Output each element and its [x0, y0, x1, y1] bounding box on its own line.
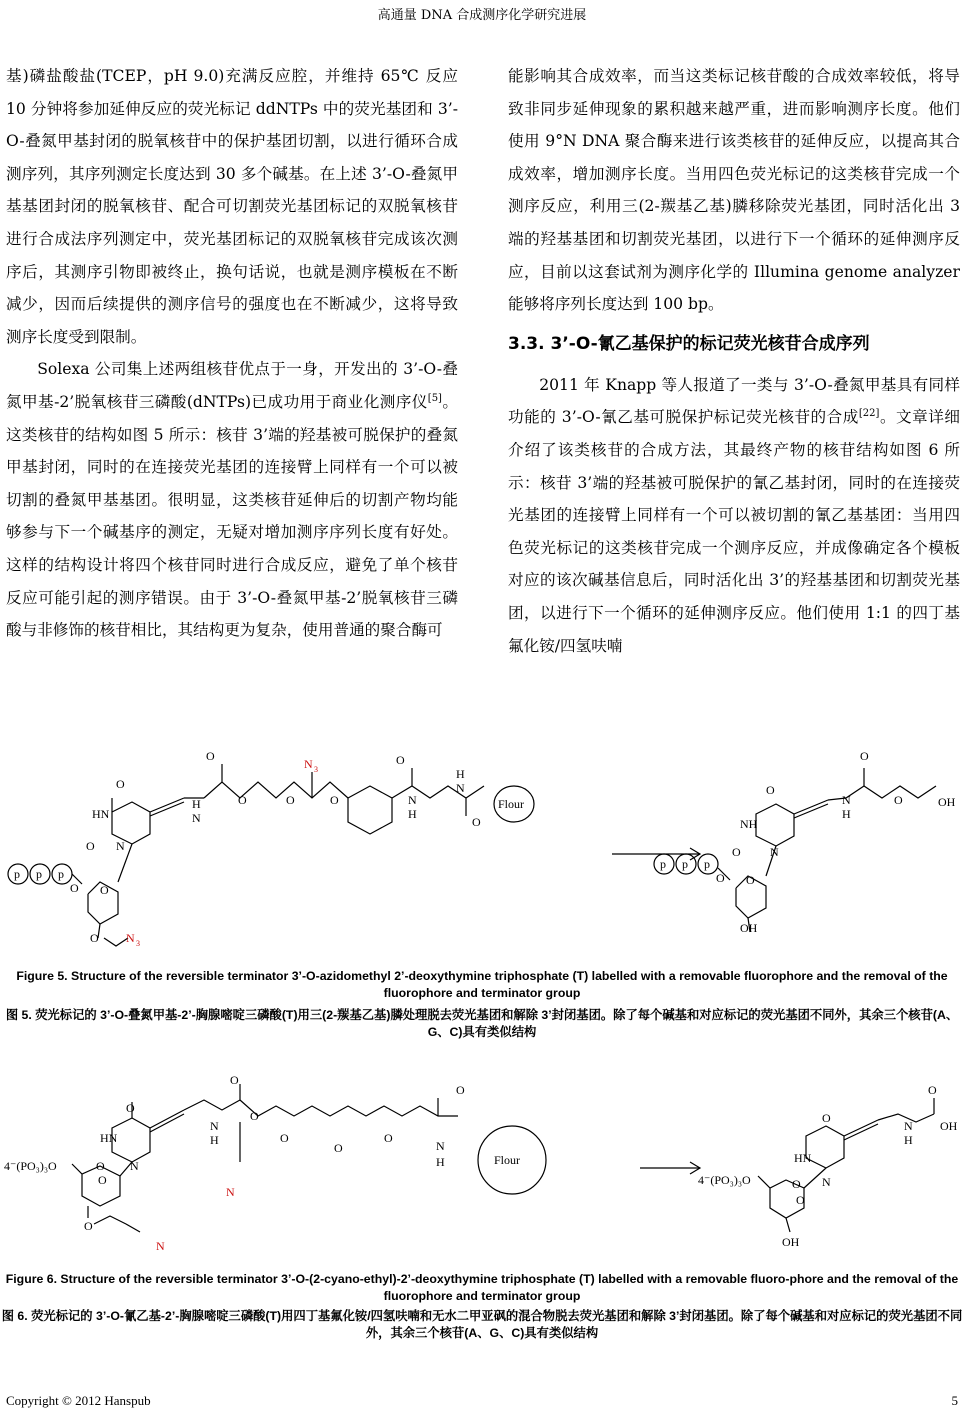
right-paragraph-2-text-b: 。文章详细介绍了该类核苷的合成方法，其最终产物的核苷结构如图 6 所示：核苷 3’端的羟基被可脱保护的氰乙基封闭，同时的在连接荧光基团的连接臂上同样有一个可以被切割的氰乙基基团：当用四色荧光标记的这类核苷完成一个测序反应，并成像确定各个模板对应的该次碱基信息后，同时活化出 3’的羟基基团和切割荧光基团，以进行下一个循环的延伸测序反应。他们使用 1:1 的四丁基氟化铵/四氢呋喃 [508, 408, 960, 655]
f6-prod-phosphate: 4⁻(PO₃)₃O [698, 1173, 751, 1187]
f6-prod-N-base: N [822, 1175, 831, 1189]
section-heading-3-3: 3.3. 3’-O-氰乙基保护的标记荧光核苷合成序列 [508, 333, 870, 354]
footer-copyright: Copyright © 2012 Hanspub [6, 1393, 151, 1408]
f6-prod-HN: HN [794, 1151, 812, 1165]
f5-prod-p1: p [660, 857, 666, 871]
figure-6-structure [0, 1072, 964, 1267]
left-paragraph-1: 基)磷盐酸盐(TCEP，pH 9.0)充满反应腔，并维持 65℃ 反应 10 分钟将参加延伸反应的荧光标记 ddNTPs 中的荧光基团和 3’-O-叠氮甲基封闭的脱氧核苷中的保护基团切割，以进行循环合成测序列，其序列测定长度达到 30 多个碱基。在上述 3’-O-叠氮甲基基团封闭的脱氧核苷、配合可切割荧光基团标记的双脱氧核苷进行合成法序列测定中，荧光基团标记的双脱氧核苷完成该次测序后，其测序引物即被终止，换句话说，也就是测序模板在不断减少，因而后续提供的测序信号的强度也在不断减少，这将导致测序长度受到限制。 [6, 67, 458, 346]
running-head: 高通量 DNA 合成测序化学研究进展 [377, 8, 587, 23]
f5-O-amide1: O [206, 749, 215, 763]
f5-prod-O-amide: O [860, 749, 869, 763]
right-paragraph-2-text-a: 2011 年 Knapp 等人报道了一类与 3’-O-叠氮甲基具有同样功能的 3’-O-氰乙基可脱保护标记荧光核苷的合成 [508, 375, 960, 427]
f5-flour: Flour [498, 797, 525, 811]
f5-p3: p [58, 867, 64, 881]
f5-H-amide3: H [456, 767, 465, 781]
f5-O-ring: O [100, 883, 109, 897]
figure-6-caption-zh: 图 6. 荧光标记的 3’-O-氰乙基-2’-胸腺嘧啶三磷酸(T)用四丁基氟化铵/四氢呋喃和无水二甲亚砜的混合物脱去荧光基团和解除 3’封闭基团。除了每个碱基和对应标记的荧光基团不同外，其余三个核苷(A、G、C)具有类似结构 [1, 1309, 963, 1340]
f5-prod-OH-end: OH [938, 795, 956, 809]
f5-p2: p [36, 867, 42, 881]
f5-prod-O-ring: O [746, 873, 755, 887]
f6-prod-OH: OH [782, 1235, 800, 1249]
f5-N-amide3: N [456, 781, 465, 795]
footer-page-number: 5 [951, 1393, 958, 1408]
f6-N-cyano-3prime: N [156, 1239, 165, 1253]
f5-O-base-top: O [116, 777, 125, 791]
f6-N-cyano-linker: N [226, 1185, 235, 1199]
f5-prod-N-base: N [770, 845, 779, 859]
f5-O-amide3: O [472, 815, 481, 829]
f5-O-chain3: O [330, 793, 339, 807]
f5-O-base-left: O [86, 839, 95, 853]
f6-O-linker1: O [250, 1109, 259, 1123]
f6-prod-O-ring: O [796, 1193, 805, 1207]
f5-prod-O-chain: O [894, 793, 903, 807]
f5-prod-OH: OH [740, 921, 758, 935]
f6-flour: Flour [494, 1153, 521, 1167]
f5-prod-p2: p [682, 857, 688, 871]
right-column [508, 60, 960, 662]
f5-O-chain2: O [286, 793, 295, 807]
f5-N3-linker-sub: 3 [314, 765, 318, 774]
left-paragraph-2-text-b: 。这类核苷的结构如图 5 所示：核苷 3’端的羟基被可脱保护的叠氮甲基封闭，同时的在连接荧光基团的连接臂上同样有一个可以被切割的叠氮甲基基团。很明显，这类核苷延伸后的切割产物均能够参与下一个碱基序的测定，无疑对增加测序序列长度有好处。这样的结构设计将四个核苷同时进行合成反应，避免了单个核苷反应可能引起的测序错误。由于 3’-O-叠氮甲基-2’脱氧核苷三磷酸与非修饰的核苷相比，其结构更为复杂，使用普通的聚合酶可 [6, 392, 458, 640]
f5-HN: HN [92, 807, 110, 821]
citation-5[interactable]: [5] [427, 392, 442, 404]
f6-N-amide: N [436, 1139, 445, 1153]
f6-O-base-top: O [126, 1101, 135, 1115]
left-column [6, 60, 458, 647]
f6-HN: HN [100, 1131, 118, 1145]
f5-N3-linker: N [304, 757, 313, 771]
f5-O-5prime: O [70, 881, 79, 895]
f6-prod-O-top: O [822, 1111, 831, 1125]
f5-N-base: N [116, 839, 125, 853]
f6-prod-H: H [904, 1133, 913, 1147]
f6-O-base-left: O [96, 1159, 105, 1173]
f6-O-amide: O [456, 1083, 465, 1097]
f5-prod-O-left: O [732, 845, 741, 859]
f6-prod-N: N [904, 1119, 913, 1133]
f6-O-chain1: O [280, 1131, 289, 1145]
f5-prod-NH: NH [740, 817, 758, 831]
f5-O-chain1: O [238, 793, 247, 807]
f5-O-amide2: O [396, 753, 405, 767]
f5-prod-O-5prime: O [716, 871, 725, 885]
f5-p1: p [14, 867, 20, 881]
f6-O-ring: O [98, 1173, 107, 1187]
f5-prod-O-top: O [766, 783, 775, 797]
f6-prod-O-left: O [792, 1177, 801, 1191]
f5-N-amide1: N [192, 811, 201, 825]
f6-O-chain3: O [384, 1131, 393, 1145]
f5-prod-p3: p [704, 857, 710, 871]
right-paragraph-1: 能影响其合成效率，而当这类标记核苷酸的合成效率较低，将导致非同步延伸现象的累积越来越严重，进而影响测序长度。他们使用 9°N DNA 聚合酶来进行该类核苷的延伸反应，以提高其合成效率，增加测序长度。当用四色荧光标记的这类核苷完成一个测序反应，利用三(2-羰基乙基)膦移除荧光基团，同时活化出 3 端的羟基基团和切割荧光基团，以进行下一个循环的延伸测序反应，目前以这套试剂为测序化学的 Illumina genome analyzer 能够将序列长度达到 100 bp。 [508, 67, 960, 314]
f6-H-amide: H [436, 1155, 445, 1169]
f6-prod-OH-acid: OH [940, 1119, 958, 1133]
f5-N3-3prime-sub: 3 [136, 939, 140, 948]
f5-prod-N-amide: N [842, 793, 851, 807]
figure-5-structure [0, 742, 964, 967]
f6-N-base: N [130, 1159, 139, 1173]
left-paragraph-2-text-a: Solexa 公司集上述两组核苷优点于一身，开发出的 3’-O-叠氮甲基-2’脱氧核苷三磷酸(dNTPs)已成功用于商业化测序仪 [6, 360, 458, 411]
f5-N3-3prime: N [126, 931, 135, 945]
f5-N-amide2: N [408, 793, 417, 807]
f6-N-carbamate: N [210, 1119, 219, 1133]
f6-O-chain2: O [334, 1141, 343, 1155]
figure-5-caption-zh: 图 5. 荧光标记的 3’-O-叠氮甲基-2’-胸腺嘧啶三磷酸(T)用三(2-羰基乙基)膦处理脱去荧光基团和解除 3’封闭基团。除了每个碱基和对应标记的荧光基团不同外，其余三个核苷(A、G、C)具有类似结构 [5, 1008, 959, 1039]
f6-phosphate: 4⁻(PO₃)₃O [4, 1159, 57, 1173]
f5-H-amide2: H [408, 807, 417, 821]
f5-H-amide1: H [192, 797, 201, 811]
citation-22[interactable]: [22] [858, 408, 880, 420]
f6-prod-O-acid: O [928, 1083, 937, 1097]
f6-H-carbamate: H [210, 1133, 219, 1147]
left-paragraph-2 [6, 353, 458, 646]
figure-6-caption-en: Figure 6. Structure of the reversible terminator 3’-O-(2-cyano-ethyl)-2’-deoxythymine triphosphate (T) labelled with a removable fluoro-phore and the removal of the fluorophore and terminator group [5, 1272, 959, 1303]
f5-O-3prime: O [90, 931, 99, 945]
figure-5-caption-en: Figure 5. Structure of the reversible terminator 3’-O-azidomethyl 2’-deoxythymine triphosphate (T) labelled with a removable fluorophore and the removal of the fluorophore and terminator group [16, 969, 948, 1000]
f6-O-carbamate: O [230, 1073, 239, 1087]
f6-O-3prime: O [84, 1219, 93, 1233]
f5-prod-H-amide: H [842, 807, 851, 821]
right-paragraph-2 [508, 369, 960, 662]
